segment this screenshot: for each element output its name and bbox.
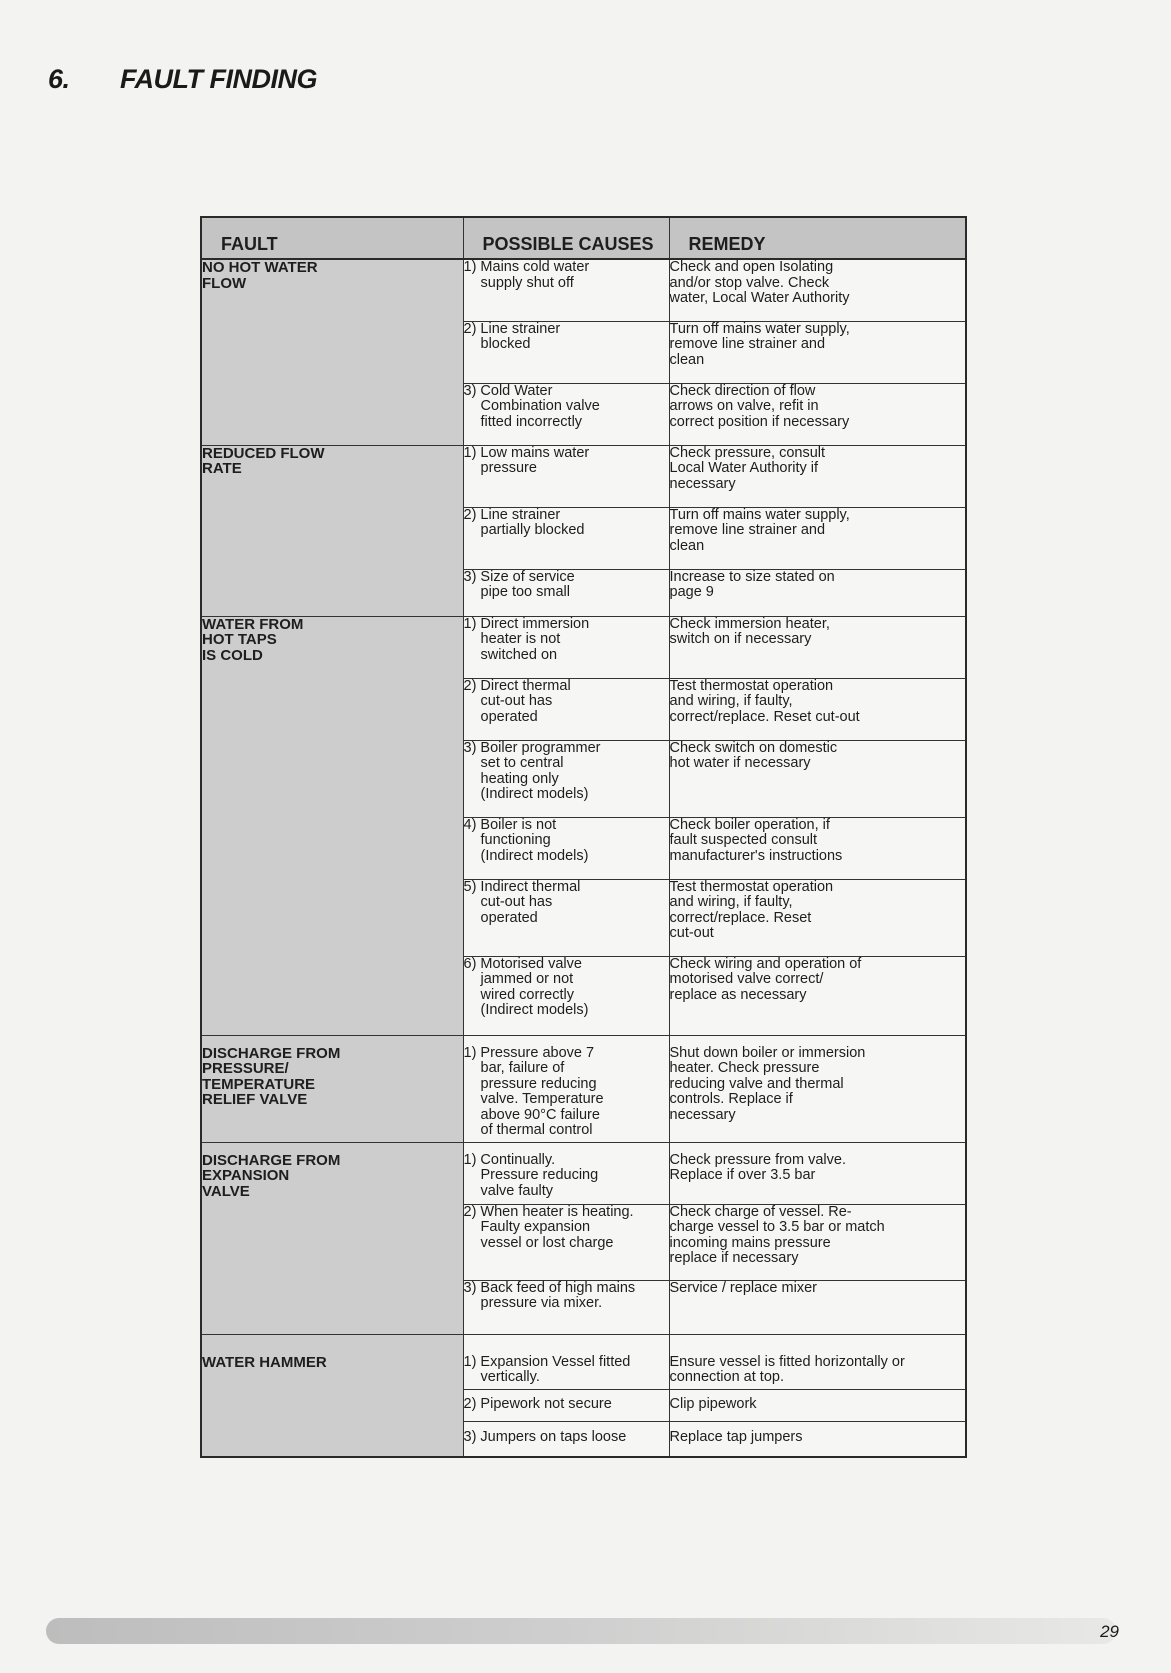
table-row: [201, 1334, 966, 1389]
section-number: 6.: [48, 64, 70, 94]
remedy-cell: Check pressure from valve. Replace if over 3.5 bar: [669, 1142, 966, 1204]
cause-cell: 3) Boiler programmer set to central heating only (Indirect models): [463, 740, 669, 817]
remedy-cell: Ensure vessel is fitted horizontally or connection at top.: [669, 1334, 966, 1389]
remedy-cell: Turn off mains water supply, remove line strainer and clean: [669, 321, 966, 383]
cause-cell: 2) When heater is heating. Faulty expansion vessel or lost charge: [463, 1204, 669, 1280]
fault-cell: NO HOT WATER FLOW: [201, 259, 463, 445]
remedy-cell: Check boiler operation, if fault suspected consult manufacturer's instructions: [669, 817, 966, 879]
table-row: [201, 445, 966, 507]
cause-cell: 2) Pipework not secure: [463, 1389, 669, 1421]
fault-cell: REDUCED FLOW RATE: [201, 445, 463, 616]
fault-cell: WATER HAMMER: [201, 1334, 463, 1457]
remedy-cell: Test thermostat operation and wiring, if faulty, correct/replace. Reset cut-out: [669, 678, 966, 740]
section-title-text: FAULT FINDING: [120, 64, 317, 94]
fault-cell: DISCHARGE FROM PRESSURE/ TEMPERATURE RELIEF VALVE: [201, 1035, 463, 1142]
fault-cell: WATER FROM HOT TAPS IS COLD: [201, 616, 463, 1035]
remedy-cell: Shut down boiler or immersion heater. Check pressure reducing valve and thermal controls. Replace if necessary: [669, 1035, 966, 1142]
cause-cell: 1) Continually. Pressure reducing valve faulty: [463, 1142, 669, 1204]
remedy-cell: Check charge of vessel. Re- charge vessel to 3.5 bar or match incoming mains pressure replace if necessary: [669, 1204, 966, 1280]
remedy-cell: Replace tap jumpers: [669, 1421, 966, 1457]
cause-cell: 6) Motorised valve jammed or not wired correctly (Indirect models): [463, 956, 669, 1035]
cause-cell: 5) Indirect thermal cut-out has operated: [463, 879, 669, 956]
header-fault: FAULT: [201, 217, 463, 259]
cause-cell: 4) Boiler is not functioning (Indirect models): [463, 817, 669, 879]
table-row: [201, 1142, 966, 1204]
footer-bar: [46, 1618, 1116, 1644]
header-remedy: REMEDY: [669, 217, 966, 259]
remedy-cell: Check wiring and operation of motorised valve correct/ replace as necessary: [669, 956, 966, 1035]
cause-cell: 1) Mains cold water supply shut off: [463, 259, 669, 321]
remedy-cell: Check switch on domestic hot water if necessary: [669, 740, 966, 817]
remedy-cell: Check and open Isolating and/or stop valve. Check water, Local Water Authority: [669, 259, 966, 321]
cause-cell: 3) Jumpers on taps loose: [463, 1421, 669, 1457]
remedy-cell: Check immersion heater, switch on if necessary: [669, 616, 966, 678]
section-title: [48, 64, 317, 95]
table-row: [201, 259, 966, 321]
cause-cell: 1) Pressure above 7 bar, failure of pressure reducing valve. Temperature above 90°C failure of thermal control: [463, 1035, 669, 1142]
cause-cell: 3) Back feed of high mains pressure via mixer.: [463, 1280, 669, 1334]
remedy-cell: Clip pipework: [669, 1389, 966, 1421]
remedy-cell: Increase to size stated on page 9: [669, 569, 966, 616]
table-row: [201, 1035, 966, 1142]
fault-finding-table: [200, 216, 967, 1458]
remedy-cell: Check direction of flow arrows on valve, refit in correct position if necessary: [669, 383, 966, 445]
header-possible-causes: POSSIBLE CAUSES: [463, 217, 669, 259]
cause-cell: 2) Direct thermal cut-out has operated: [463, 678, 669, 740]
cause-cell: 2) Line strainer partially blocked: [463, 507, 669, 569]
remedy-cell: Check pressure, consult Local Water Authority if necessary: [669, 445, 966, 507]
remedy-cell: Turn off mains water supply, remove line strainer and clean: [669, 507, 966, 569]
cause-cell: 3) Size of service pipe too small: [463, 569, 669, 616]
fault-cell: DISCHARGE FROM EXPANSION VALVE: [201, 1142, 463, 1334]
cause-cell: 3) Cold Water Combination valve fitted incorrectly: [463, 383, 669, 445]
cause-cell: 2) Line strainer blocked: [463, 321, 669, 383]
page-number: 29: [1100, 1622, 1119, 1641]
table-row: [201, 616, 966, 678]
cause-cell: 1) Direct immersion heater is not switched on: [463, 616, 669, 678]
remedy-cell: Test thermostat operation and wiring, if faulty, correct/replace. Reset cut-out: [669, 879, 966, 956]
table-header-row: [201, 217, 966, 259]
cause-cell: 1) Expansion Vessel fitted vertically.: [463, 1334, 669, 1389]
cause-cell: 1) Low mains water pressure: [463, 445, 669, 507]
remedy-cell: Service / replace mixer: [669, 1280, 966, 1334]
